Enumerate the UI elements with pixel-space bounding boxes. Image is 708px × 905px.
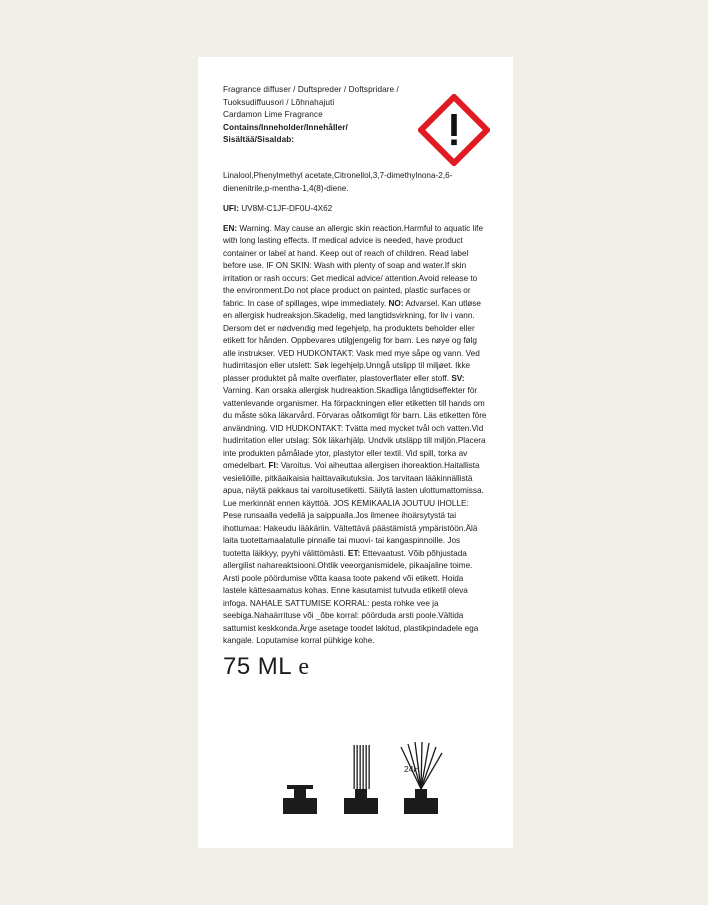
warning-lang-et: ET: [348, 548, 361, 558]
product-line-2: Tuoksudiffuusori / Lõhnahajuti [223, 97, 335, 107]
ufi-code: UV8M-C1JF-DF0U-4X62 [241, 204, 333, 214]
warning-text-et: Ettevaatust. Võib põhjustada allergilist nahareaktsiooni.Ohtlik veeorganismidele, pikaajaline toime. Arsti poole pöördumise võtta kaasa toote pakend või etikett. Hoida lastele kättesaamatus kohas. Enne kasutamist tutvuda etiketil oleva infoga. NAHALE SATTUMISE KORRAL: pesta rohke vee ja seebiga.Nahaärrituse või _õbe korral: pöörduda arsti poole.Vältida sattumist keskkonda.Ärge asetage toodet lakitud, plastikpindadele ega kangale. Loputamise korral pühkige kohe. [223, 548, 479, 646]
warning-text-fi: Varoitus. Voi aiheuttaa allergisen ihoreaktion.Haitallista vesieliöille, pitkäaikaisia haittavaikutuksia. Jos tarvitaan lääkinnällistä apua, näytä pakkaus tai varoitusetiketti. Säilytä lasten ulottumattomissa. Lue merkinnät ennen käyttöä. JOS KEMIKAALIA JOUTUU IHOLLE: Pese runsaalla vedellä ja saippualla.Jos ilmenee ihoärsytystä tai ihottumaa: Hakeudu lääkäriin. Vältettävä päästämistä ympäristöön.Älä laita tuotettamaalatulle pinnalle tai muovi- tai kangaspinnoille. Jos tuotetta läikkyy, pyyhi välittömästi. [223, 461, 484, 558]
product-headlines [223, 84, 403, 147]
contains-heading-line-2: Sisältää/Sisaldab: [223, 135, 295, 145]
label-header-row [223, 84, 488, 162]
warning-lang-fi: FI: [268, 461, 279, 471]
duration-badge: 24H [404, 764, 420, 774]
net-volume-value: 75 ML [223, 653, 292, 680]
diffuser-sticks-bundled-icon [344, 745, 378, 814]
label-content [223, 84, 488, 648]
ingredients-text: Linalool,Phenylmethyl acetate,Citronellol,3,7-dimethylnona-2,6-dienenitrile,p-mentha-1,4(8)-diene. [223, 171, 453, 193]
warning-lang-en: EN: [223, 223, 238, 233]
contains-heading-line-1: Contains/Inneholder/Innehåller/ [223, 122, 348, 132]
warning-lang-no: NO: [388, 298, 404, 308]
net-volume [223, 653, 310, 681]
product-line-3: Cardamon Lime Fragrance [223, 110, 323, 120]
ufi-label: UFI: [223, 204, 239, 214]
warning-text-no: Advarsel. Kan utløse en allergisk hudreaksjon.Skadelig, med langtidsvirkning, for liv i vann. Dersom det er nødvendig med legehjelp, ha produktets beholder eller etikett for hånden. Oppbevares utilgjengelig for barn. Les nøye og følg alle instrukser. VED HUDKONTAKT: Vask med mye såpe og vann. Ved hudirritasjon eller utslett: Søk legehjelp.Unngå utslipp til miljøet. Ikke plasser produktet på malte overflater, plastoverflater eller stoff. [223, 298, 481, 383]
product-line-1: Fragrance diffuser / Duftspreder / Doftspridare / [223, 85, 399, 94]
diffuser-base-icon [283, 785, 317, 814]
ghs07-exclamation-mark-icon [418, 94, 490, 166]
ufi-row [223, 203, 488, 216]
diffuser-sticks-fanned-base [404, 789, 438, 814]
usage-pictograms [258, 717, 458, 827]
warnings-block [223, 223, 488, 648]
warning-lang-sv: SV: [451, 373, 465, 383]
warning-text-sv: Varning. Kan orsaka allergisk hudreaktion.Skadliga långtidseffekter för vattenlevande organismer. Ha förpackningen eller etiketten till hands om du måste söka läkarvård. Förvaras oåtkomligt för barn. Läs etiketten före användning. VID HUDKONTAKT: Tvätta med mycket tvål och vatten.Vid hudirritation eller utslag: Sök läkarhjälp. Undvik utsläpp till miljön.Placera inte produkten påmålade ytor, plastytor eller textil. Vid spill, torka av omedelbart. [223, 386, 487, 471]
warning-text-en: Warning. May cause an allergic skin reaction.Harmful to aquatic life with long lasting effects. If medical advice is needed, have product container or label at hand. Keep out of reach of children. Read label before use. IF ON SKIN: Wash with plenty of soap and water.If skin irritation or rash occurs: Get medical advice/ attention.Avoid release to the environment.Do not place product on painted, plastic surfaces or fabric. In case of spillages, wipe immediately. [223, 223, 484, 308]
product-label-card [198, 57, 513, 848]
estimated-sign-icon: e [298, 654, 310, 680]
